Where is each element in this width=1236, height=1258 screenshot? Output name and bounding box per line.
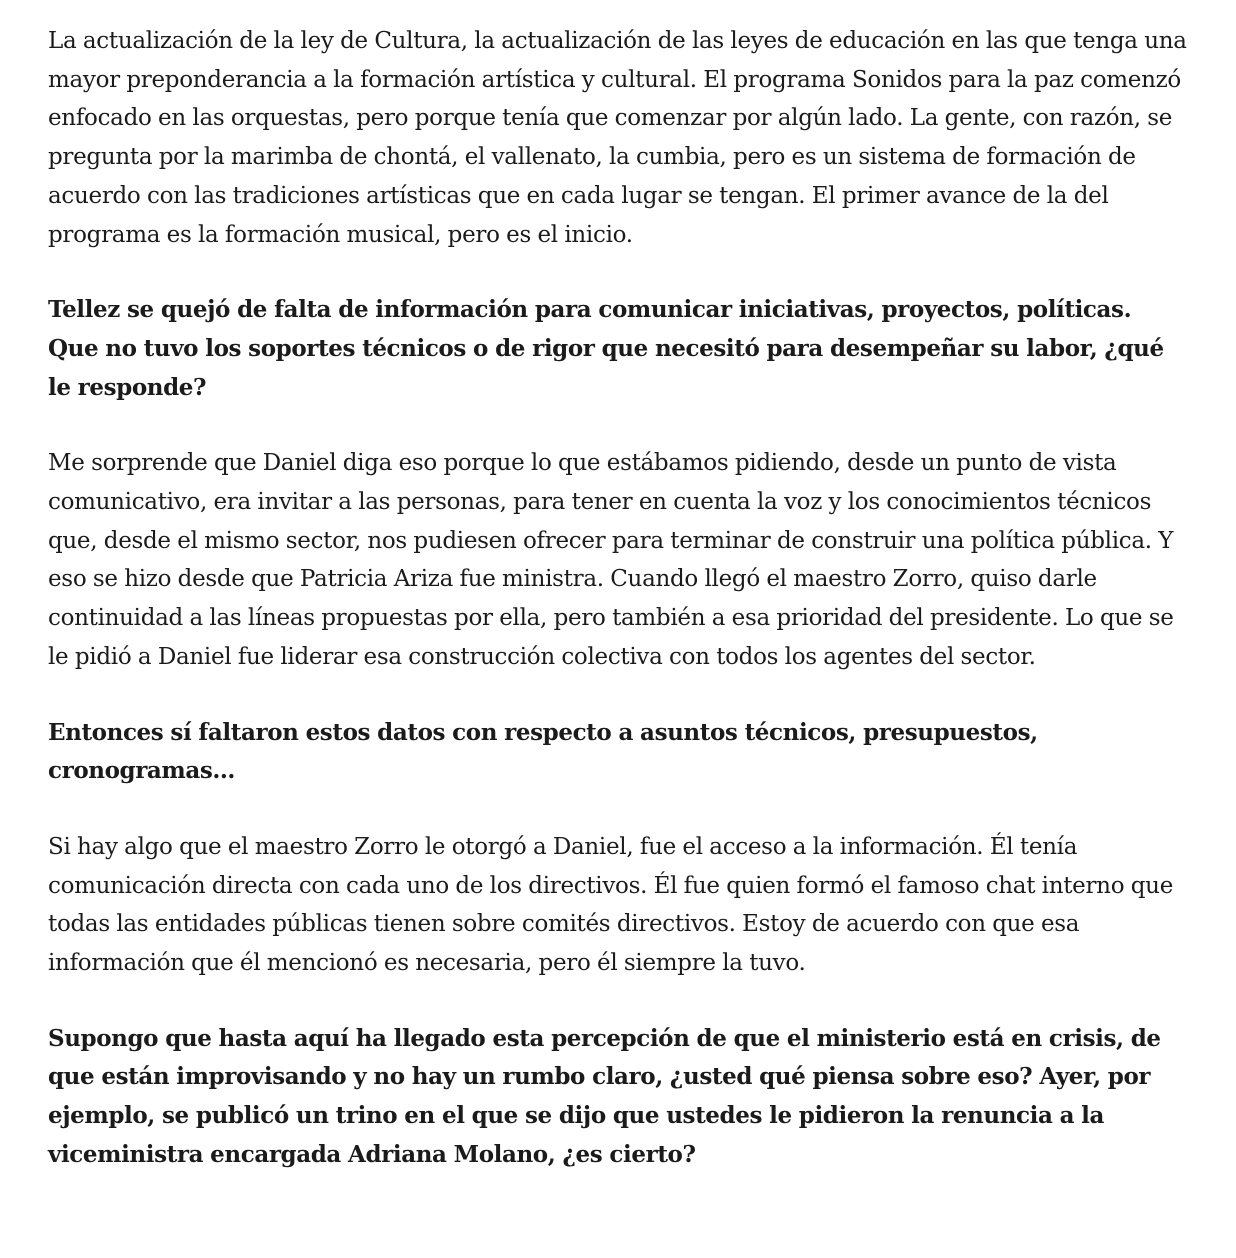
interview-question-2: Entonces sí faltaron estos datos con respecto a asuntos técnicos, presupuestos, cronogramas… bbox=[48, 718, 1038, 785]
interview-question-1: Tellez se quejó de falta de información para comunicar iniciativas, proyectos, políticas. Que no tuvo los soportes técnicos o de rigor que necesitó para desempeñar su labor, ¿qué le responde? bbox=[48, 296, 1164, 401]
interview-answer-2: Me sorprende que Daniel diga eso porque lo que estábamos pidiendo, desde un punto de vista comunicativo, era invitar a las personas, para tener en cuenta la voz y los conocimientos técnicos que, desde el mismo sector, nos pudiesen ofrecer para terminar de construir una política pública. Y eso se hizo desde que Patricia Ariza fue ministra. Cuando llegó el maestro Zorro, quiso darle continuidad a las líneas propuestas por ella, pero también a esa prioridad del presidente. Lo que se le pidió a Daniel fue liderar esa construcción colectiva con todos los agentes del sector. bbox=[48, 450, 1174, 670]
interview-answer-1: La actualización de la ley de Cultura, la actualización de las leyes de educación en las que tenga una mayor preponderancia a la formación artística y cultural. El programa Sonidos para la paz comenzó enfocado en las orquestas, pero porque tenía que comenzar por algún lado. La gente, con razón, se pregunta por la marimba de chontá, el vallenato, la cumbia, pero es un sistema de formación de acuerdo con las tradiciones artísticas que en cada lugar se tengan. El primer avance de la del programa es la formación musical, pero es el inicio. bbox=[48, 28, 1187, 248]
interview-question-3: Supongo que hasta aquí ha llegado esta percepción de que el ministerio está en crisis, de que están improvisando y no hay un rumbo claro, ¿usted qué piensa sobre eso? Ayer, por ejemplo, se publicó un trino en el que se dijo que ustedes le pidieron la renuncia a la viceministra encargada Adriana Molano, ¿es cierto? bbox=[48, 1024, 1161, 1168]
interview-answer-3: Si hay algo que el maestro Zorro le otorgó a Daniel, fue el acceso a la información. Él tenía comunicación directa con cada uno de los directivos. Él fue quien formó el famoso chat interno que todas las entidades públicas tienen sobre comités directivos. Estoy de acuerdo con que esa información que él mencionó es necesaria, pero él siempre la tuvo. bbox=[48, 833, 1173, 977]
